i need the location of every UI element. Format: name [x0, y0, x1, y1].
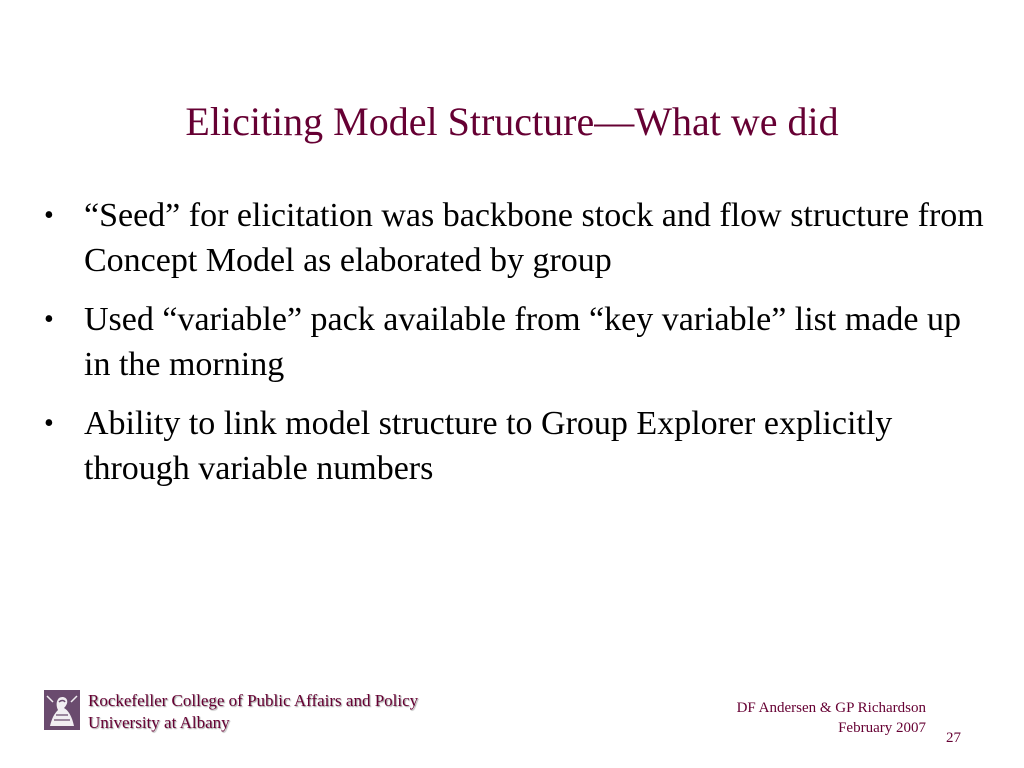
- footer-authors: DF Andersen & GP Richardson: [736, 700, 926, 716]
- slide-title: Eliciting Model Structure—What we did: [185, 99, 839, 144]
- org-name: [88, 690, 418, 734]
- bullet-icon: •: [44, 408, 54, 439]
- org-line-university: University at Albany: [88, 713, 230, 732]
- logo-figure-icon: [44, 690, 80, 730]
- footer-date: February 2007: [838, 720, 926, 736]
- bullet-list: [40, 193, 990, 505]
- page-number: 27: [946, 730, 961, 746]
- bullet-item: [40, 297, 990, 387]
- rockefeller-college-logo-icon: [44, 690, 80, 730]
- bullet-text: “Seed” for elicitation was backbone stock and flow structure from Concept Model as elaborated by group: [84, 197, 984, 279]
- bullet-text: Ability to link model structure to Group Explorer explicitly through variable numbers: [84, 405, 893, 487]
- bullet-icon: •: [44, 200, 54, 231]
- bullet-item: [40, 193, 990, 283]
- org-line-college: Rockefeller College of Public Affairs and Policy: [88, 691, 419, 710]
- bullet-text: Used “variable” pack available from “key variable” list made up in the morning: [84, 301, 961, 383]
- footer-authors-block: [737, 698, 926, 738]
- bullet-icon: •: [44, 304, 54, 335]
- bullet-item: [40, 401, 990, 491]
